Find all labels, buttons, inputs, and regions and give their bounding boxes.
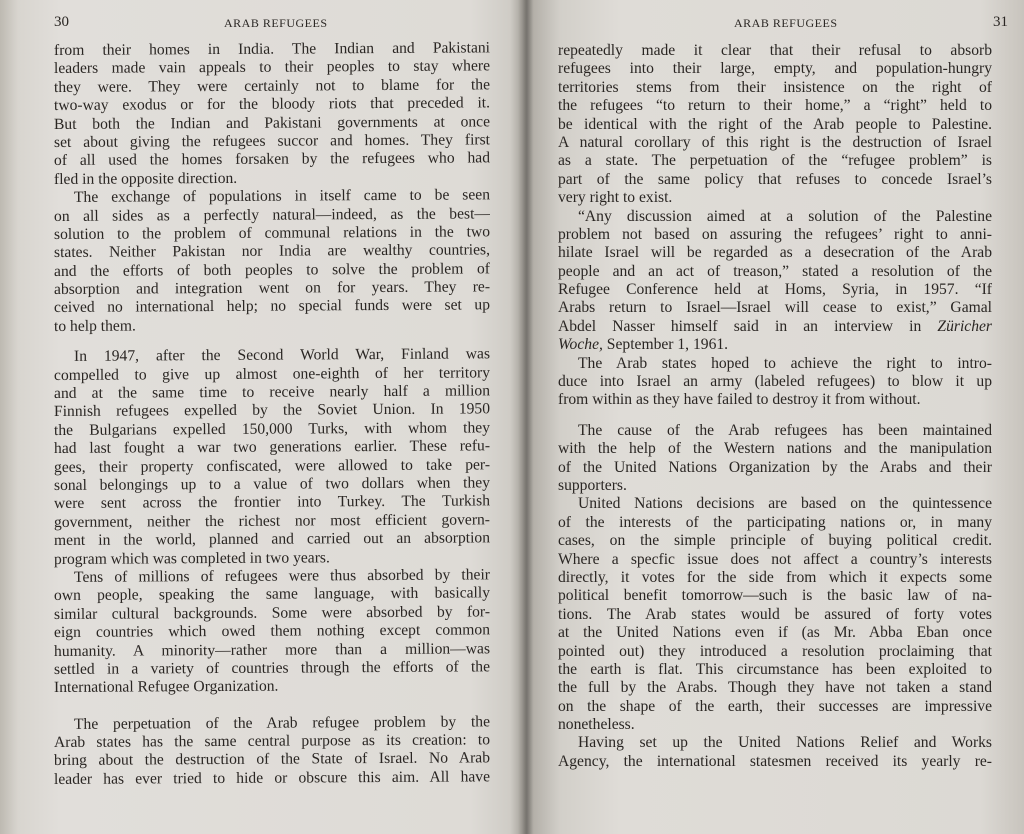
text-line: “Any discussion aimed at a solution of the Palestine <box>578 207 992 225</box>
text-line: the earth is flat. This circumstance has been exploited to <box>558 660 992 678</box>
text-line: with the help of the Western nations and the manipulation <box>558 440 992 458</box>
text-line: leader has ever tried to hide or obscure this aim. All have <box>53 768 491 788</box>
text-line: repeatedly made it clear that their refusal to absorb <box>558 42 992 59</box>
text-line: to help them. <box>53 317 136 335</box>
text-line: Where a specfic issue does not affect a country’s interests <box>558 550 992 568</box>
text-line: nonetheless. <box>558 716 635 734</box>
text-line: solution to the problem of communal relations in the two <box>53 223 491 243</box>
left-page-header <box>54 16 494 36</box>
text-line: of all used the homes forsaken by the refugees who had <box>53 149 491 170</box>
text-line: The Arab states hoped to achieve the right to intro- <box>578 354 992 372</box>
text-line: at the United Nations even if (as Mr. Abba Eban once <box>558 624 992 642</box>
text-line: International Refugee Organization. <box>53 677 279 697</box>
text-line: government, neither the richest nor most efficient govern- <box>53 511 491 531</box>
text-line: the refugees “to return to their home,” a “right” held to <box>558 97 992 115</box>
running-title: ARAB REFUGEES <box>224 16 328 30</box>
text-line: ceived no international help; no special funds were set up <box>53 296 491 317</box>
text-line: eign countries which owed them nothing except common <box>53 621 491 642</box>
text-line: they were. They were certainly not to blame for the <box>53 76 491 96</box>
text-line: two-way exodus or for the bloody riots that preceded it. <box>53 94 491 115</box>
text-line: A natural corollary of this right is the destruction of Israel <box>558 133 992 151</box>
text-line: sonal belongings up to a value of two dollars when they <box>53 474 491 494</box>
text-line: Woche, September 1, 1961. <box>558 336 729 354</box>
text-line: tions. The Arab states would be assured of forty votes <box>558 605 992 623</box>
text-line: hilate Israel will be regarded as a desecration of the Arab <box>558 244 992 262</box>
text-line: supporters. <box>558 476 627 494</box>
text-line: United Nations decisions are based on the quintessence <box>578 495 992 513</box>
text-line: similar cultural backgrounds. Some were absorbed by for- <box>53 603 491 623</box>
text-line: from within as they have failed to destroy it from without. <box>558 391 921 409</box>
text-line: the Bulgarians expelled 150,000 Turks, with whom they <box>53 419 491 439</box>
text-line: set about giving the refugees succor and homes. They first <box>53 131 491 151</box>
text-line: leaders made vain appeals to their peoples to stay where <box>53 57 491 78</box>
text-line: political benefit tomorrow—such is the basic law of na- <box>558 587 992 605</box>
text-line: problem not based on assuring the refugees’ right to anni- <box>558 225 992 243</box>
text-line: states. Neither Pakistan nor India are wealthy countries, <box>53 241 491 262</box>
text-line: very right to exist. <box>558 189 673 207</box>
text-line: Arabs return to Israel—Israel will cease to exist,” Gamal <box>558 299 992 317</box>
right-page-header <box>558 14 1008 36</box>
text-line: had last fought a war two generations earlier. These refu- <box>53 437 491 458</box>
text-line: The perpetuation of the Arab refugee problem by the <box>73 713 491 733</box>
text-line: bring about the destruction of the State of Israel. No Arab <box>53 749 491 770</box>
text-line: The cause of the Arab refugees has been maintained <box>578 421 992 439</box>
text-line: Arab states has the same central purpose as its creation: to <box>53 731 491 752</box>
text-line: directly, it votes for the side from which it expects some <box>558 568 992 586</box>
right-page <box>528 0 1024 834</box>
text-line: absorption and integration went on for years. They re- <box>53 278 491 299</box>
page-number: 30 <box>54 14 69 30</box>
paragraph-gap <box>558 410 992 422</box>
text-line: the full by the Arabs. Though they have not taken a stand <box>558 679 992 697</box>
text-line: on all sides as a perfectly natural—indeed, as the best— <box>53 204 491 225</box>
text-line: on the shape of the earth, their successes are impressive <box>558 697 992 715</box>
text-line: Agency, the international statesmen received its yearly re- <box>558 752 992 770</box>
text-line: program which was completed in two years. <box>53 548 330 568</box>
text-line: be identical with the right of the Arab people to Palestine. <box>558 115 992 133</box>
page-number: 31 <box>993 14 1008 30</box>
text-line: part of the same policy that refuses to concede Israel’s <box>558 170 992 188</box>
text-line: and the efforts of both peoples to solve the problem of <box>53 260 491 280</box>
text-line: pointed out) they introduced a resolution proclaiming that <box>558 642 992 660</box>
text-line: of the United Nations Organization by the Arabs and their <box>558 458 992 476</box>
right-page-text <box>558 42 992 771</box>
text-line: as a state. The perpetuation of the “refugee problem” is <box>558 152 992 170</box>
text-line: refugees into their large, empty, and population-hungry <box>558 60 992 78</box>
text-line: people and an act of treason,” stated a resolution of the <box>558 262 992 280</box>
text-line: settled in a variety of countries through the efforts of the <box>53 658 491 678</box>
text-line: gees, their property confiscated, were allowed to take per- <box>53 455 491 476</box>
text-line: and at the same time to receive nearly half a million <box>53 382 491 403</box>
text-line: were sent across the frontier into Turkey. The Turkish <box>53 492 491 513</box>
running-title: ARAB REFUGEES <box>734 16 838 30</box>
text-line: from their homes in India. The Indian and Pakistani <box>53 39 491 59</box>
text-line: fled in the opposite direction. <box>53 169 238 188</box>
text-line: Finnish refugees expelled by the Soviet Union. In 1950 <box>53 400 491 421</box>
text-line: Having set up the United Nations Relief and Works <box>578 734 992 752</box>
text-line: Abdel Nasser himself said in an interview in Züricher <box>558 317 992 335</box>
text-line: Tens of millions of refugees were thus absorbed by their <box>73 566 491 586</box>
text-line: The exchange of populations in itself came to be seen <box>73 186 491 207</box>
text-line: cases, on the simple principle of buying political credit. <box>558 532 992 550</box>
left-page-text <box>53 39 491 789</box>
text-line: ment in the world, planned and carried out an absorption <box>53 529 491 550</box>
text-line: Refugee Conference held at Homs, Syria, in 1957. “If <box>558 281 992 299</box>
text-line: In 1947, after the Second World War, Finland was <box>73 345 491 366</box>
text-line: duce into Israel an army (labeled refugees) to blow it up <box>558 373 992 391</box>
text-line: of the interests of the participating nations or, in many <box>558 513 992 531</box>
text-line: humanity. A minority—rather more than a million—was <box>53 639 491 660</box>
text-line: But both the Indian and Pakistani governments at once <box>53 112 491 133</box>
text-line: own people, speaking the same language, with basically <box>53 584 491 605</box>
text-line: territories stems from their insistence on the right of <box>558 78 992 96</box>
text-line: compelled to give up almost one-eighth of her territory <box>53 363 491 384</box>
